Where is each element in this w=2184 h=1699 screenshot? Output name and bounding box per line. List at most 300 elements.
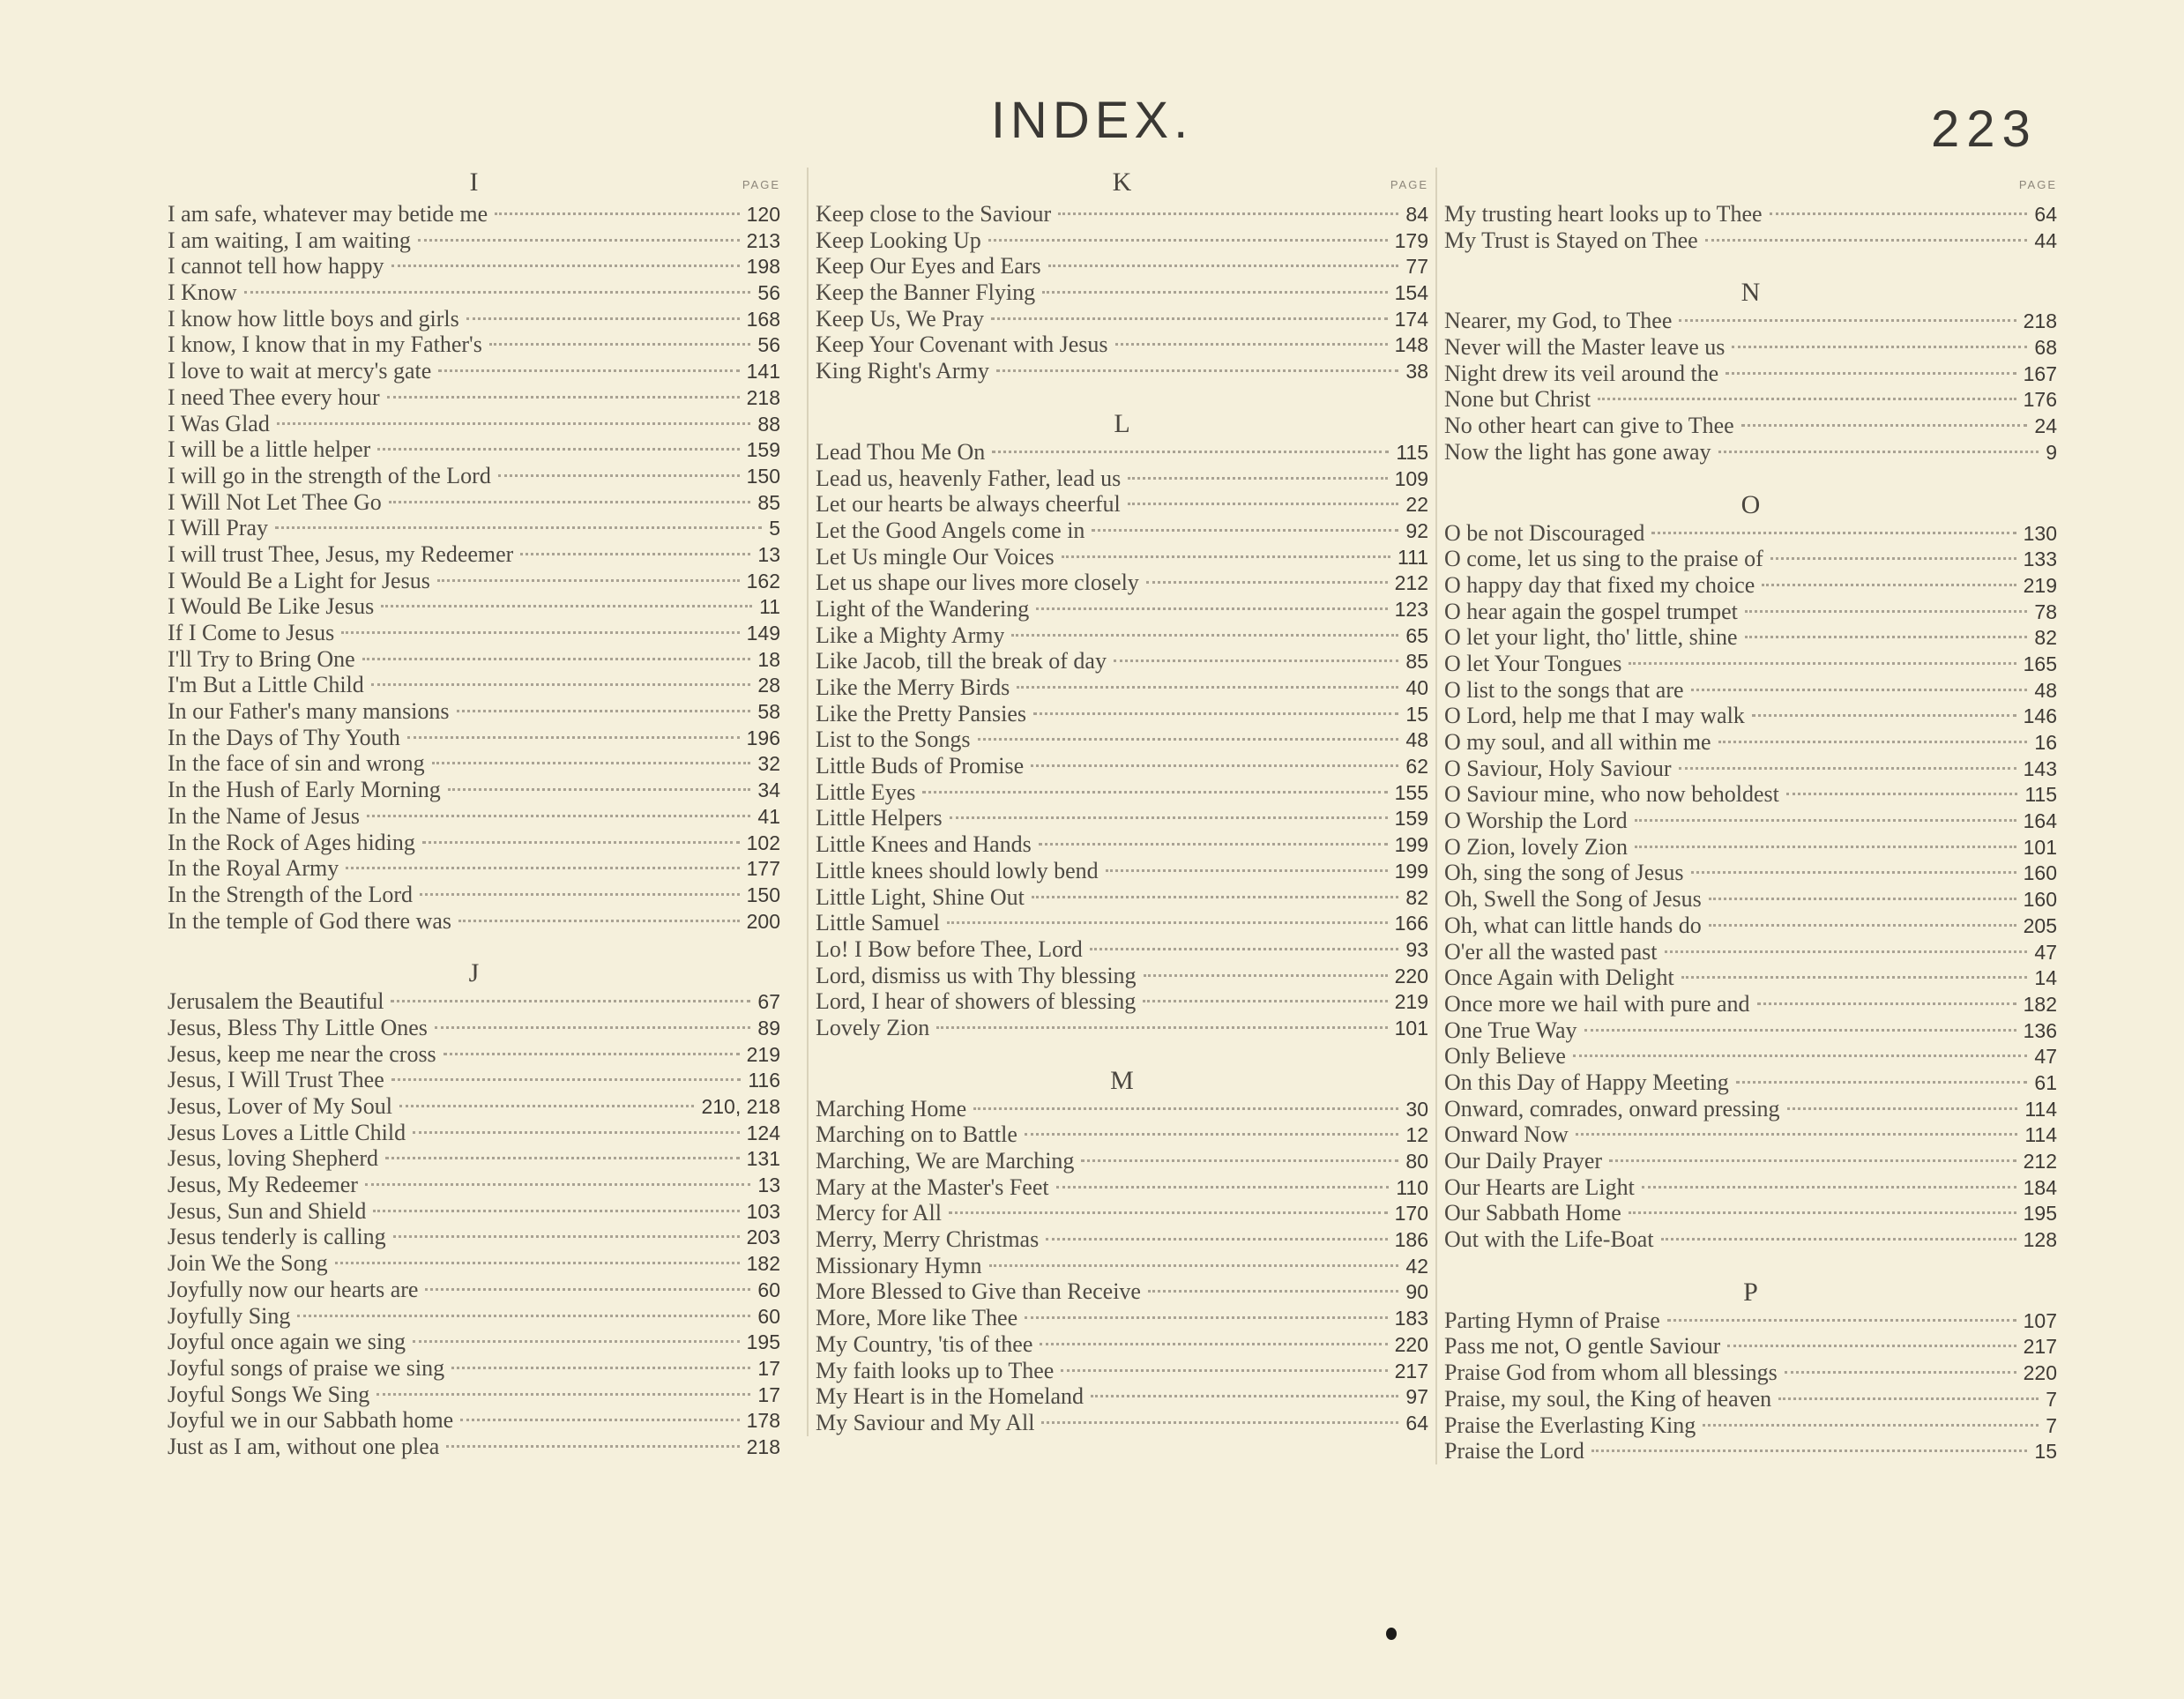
entry-title: Marching, We are Marching	[816, 1148, 1075, 1174]
index-entry	[1444, 386, 2057, 413]
index-entry	[816, 910, 1428, 936]
index-entry	[816, 1331, 1428, 1358]
entry-title: Keep the Banner Flying	[816, 279, 1036, 306]
index-entry	[816, 674, 1428, 701]
dot-leader	[277, 422, 751, 425]
dot-leader	[420, 893, 740, 896]
entry-title: Little Helpers	[816, 805, 943, 831]
dot-leader	[1090, 948, 1399, 950]
dot-leader	[1635, 819, 2016, 822]
dot-leader	[922, 791, 1387, 794]
entry-page-number: 219	[1394, 990, 1428, 1014]
index-entry	[168, 803, 780, 830]
entry-title: Parting Hymn of Praise	[1444, 1307, 1660, 1333]
index-entry	[816, 1358, 1428, 1384]
entry-title: Only Believe	[1444, 1043, 1566, 1069]
index-entry	[1444, 624, 2057, 651]
entry-page-number: 159	[746, 438, 780, 462]
entry-title: I will be a little helper	[168, 436, 371, 463]
entry-title: Little Light, Shine Out	[816, 883, 1025, 910]
entry-page-number: 11	[759, 595, 780, 619]
entry-title: On this Day of Happy Meeting	[1444, 1069, 1729, 1095]
entry-title: In the Hush of Early Morning	[168, 777, 441, 803]
entry-page-number: 178	[746, 1409, 780, 1433]
entry-title: Keep Our Eyes and Ears	[816, 253, 1041, 279]
entry-page-number: 217	[1394, 1359, 1428, 1382]
dot-leader	[1031, 764, 1398, 767]
index-entry	[816, 753, 1428, 779]
dot-leader	[1609, 1159, 2016, 1162]
entry-page-number: 133	[2023, 548, 2057, 571]
index-entry	[1444, 703, 2057, 729]
entry-page-number: 65	[1405, 623, 1428, 647]
dot-leader	[425, 1288, 750, 1291]
entry-title: Like the Pretty Pansies	[816, 700, 1027, 727]
section-letter: O	[1740, 489, 1761, 519]
entry-title: Oh, what can little hands do	[1444, 912, 1702, 938]
entry-page-number: 165	[2023, 652, 2057, 675]
index-entry	[816, 988, 1428, 1015]
index-entry	[816, 1253, 1428, 1279]
index-entry	[816, 518, 1428, 544]
entry-title: Praise the Everlasting King	[1444, 1412, 1696, 1438]
entry-page-number: 97	[1405, 1385, 1428, 1409]
index-entry	[168, 358, 780, 384]
dot-leader	[1591, 1449, 2028, 1452]
dot-leader	[367, 815, 750, 817]
dot-leader	[1736, 1081, 2028, 1084]
dot-leader	[1629, 1211, 2016, 1214]
entry-page-number: 167	[2023, 361, 2057, 385]
entry-title: My Country, 'tis of thee	[816, 1330, 1033, 1357]
section-letter: M	[1110, 1065, 1134, 1095]
entry-title: If I Come to Jesus	[168, 620, 335, 645]
entry-title: I need Thee every hour	[168, 384, 380, 410]
entry-title: In the Royal Army	[168, 855, 339, 882]
index-entry	[1444, 886, 2057, 913]
dot-leader	[1025, 1133, 1399, 1136]
entry-page-number: 219	[746, 1042, 780, 1066]
page-number: 223	[1931, 101, 2038, 158]
index-section	[1444, 278, 2057, 465]
index-entry	[816, 1278, 1428, 1305]
index-entry	[816, 1121, 1428, 1148]
entry-page-number: 56	[757, 333, 780, 357]
entry-title: I love to wait at mercy's gate	[168, 358, 432, 384]
entry-title: Jesus, My Redeemer	[168, 1172, 358, 1198]
dot-leader	[391, 1078, 742, 1081]
page-title: INDEX.	[990, 92, 1194, 149]
dot-leader	[1661, 1238, 2016, 1241]
dot-leader	[992, 451, 1389, 453]
entry-title: Little knees should lowly bend	[816, 857, 1099, 883]
dot-leader	[466, 317, 740, 320]
dot-leader	[495, 212, 740, 215]
index-entry	[1444, 913, 2057, 939]
index-entry	[168, 725, 780, 751]
index-entry	[816, 622, 1428, 649]
index-entry	[816, 1015, 1428, 1041]
entry-title: Keep close to the Saviour	[816, 201, 1052, 227]
index-entry	[168, 855, 780, 882]
index-section	[816, 201, 1428, 384]
index-entry	[168, 1250, 780, 1277]
dot-leader	[1056, 1186, 1390, 1189]
entry-title: I'll Try to Bring One	[168, 645, 355, 672]
dot-leader	[1061, 1369, 1387, 1372]
entry-page-number: 213	[746, 228, 780, 252]
index-entry	[168, 1145, 780, 1172]
entry-page-number: 199	[1394, 859, 1428, 883]
entry-page-number: 150	[746, 464, 780, 488]
entry-title: O Worship the Lord	[1444, 808, 1628, 834]
entry-page-number: 92	[1405, 518, 1428, 542]
entry-page-number: 210, 218	[701, 1095, 780, 1118]
index-entry	[168, 384, 780, 411]
entry-title: I'm But a Little Child	[168, 672, 364, 698]
entry-title: Little Eyes	[816, 779, 916, 805]
entry-title: Join We the Song	[168, 1250, 328, 1277]
entry-page-number: 141	[746, 360, 780, 384]
dot-leader	[1778, 1397, 2039, 1400]
entry-title: Let Us mingle Our Voices	[816, 543, 1055, 570]
index-entry	[816, 884, 1428, 911]
dot-leader	[1128, 477, 1387, 480]
index-entry	[1444, 1148, 2057, 1174]
dot-leader	[458, 920, 740, 922]
dot-leader	[1681, 976, 2028, 979]
entry-page-number: 28	[757, 674, 780, 697]
index-entry	[816, 858, 1428, 884]
entry-title: Let the Good Angels come in	[816, 517, 1085, 543]
entry-page-number: 89	[757, 1016, 780, 1040]
dot-leader	[1011, 634, 1398, 637]
dot-leader	[988, 239, 1388, 242]
dot-leader	[1703, 1424, 2039, 1427]
entry-title: Our Daily Prayer	[1444, 1148, 1603, 1174]
index-entry	[816, 253, 1428, 279]
entry-page-number: 195	[2023, 1202, 2057, 1226]
index-entry	[816, 936, 1428, 963]
index-entry	[1444, 361, 2057, 387]
index-section	[1444, 1278, 2057, 1464]
dot-leader	[432, 762, 751, 764]
dot-leader	[1709, 898, 2016, 900]
entry-title: Jesus, I Will Trust Thee	[168, 1067, 384, 1093]
section-gap	[1444, 466, 2057, 490]
entry-title: My Saviour and My All	[816, 1409, 1035, 1435]
entry-page-number: 84	[1405, 203, 1428, 226]
index-entry	[816, 1148, 1428, 1174]
entry-title: Missionary Hymn	[816, 1252, 982, 1278]
index-entry	[1444, 781, 2057, 808]
entry-page-number: 85	[757, 490, 780, 514]
entry-page-number: 62	[1405, 755, 1428, 779]
entry-page-number: 17	[757, 1382, 780, 1406]
entry-title: I will go in the strength of the Lord	[168, 462, 491, 488]
section-letter: L	[1114, 408, 1130, 438]
index-entry	[168, 515, 780, 541]
entry-page-number: 41	[757, 804, 780, 828]
dot-leader	[418, 239, 740, 242]
entry-title: List to the Songs	[816, 727, 971, 753]
index-entry	[1444, 1438, 2057, 1464]
section-gap	[1444, 1253, 2057, 1278]
entry-title: Joyful once again we sing	[168, 1329, 406, 1355]
dot-leader	[393, 1235, 740, 1238]
dot-leader	[438, 369, 739, 372]
entry-title: Praise, my soul, the King of heaven	[1444, 1385, 1772, 1412]
index-entry	[1444, 651, 2057, 677]
entry-page-number: 85	[1405, 650, 1428, 674]
entry-page-number: 47	[2034, 1045, 2057, 1069]
dot-leader	[1757, 1002, 2016, 1005]
section-gap	[816, 384, 1428, 409]
entry-page-number: 220	[1394, 1332, 1428, 1356]
entry-page-number: 205	[2023, 913, 2057, 937]
index-entry	[816, 439, 1428, 466]
dot-leader	[1146, 581, 1388, 584]
dot-leader	[1114, 659, 1398, 662]
entry-page-number: 47	[2034, 940, 2057, 964]
dot-leader	[1718, 451, 2039, 453]
entry-page-number: 15	[2034, 1440, 2057, 1464]
section-letter: P	[1743, 1277, 1758, 1307]
entry-title: Jesus, Lover of My Soul	[168, 1093, 392, 1119]
index-entry	[1444, 520, 2057, 547]
entry-title: Lord, dismiss us with Thy blessing	[816, 962, 1137, 988]
entry-page-number: 164	[2023, 809, 2057, 833]
entry-page-number: 90	[1405, 1280, 1428, 1304]
entry-title: Joyful we in our Sabbath home	[168, 1407, 454, 1434]
dot-leader	[451, 1367, 750, 1369]
index-entry	[1444, 201, 2057, 227]
entry-title: O happy day that fixed my choice	[1444, 571, 1755, 598]
index-entry	[816, 544, 1428, 570]
dot-leader	[1752, 714, 2016, 717]
dot-leader	[1033, 712, 1398, 715]
dot-leader	[1144, 974, 1388, 977]
index-entry	[168, 306, 780, 332]
entry-page-number: 111	[1398, 545, 1428, 569]
dot-leader	[973, 1107, 1398, 1110]
index-entry	[816, 279, 1428, 306]
entry-page-number: 80	[1405, 1150, 1428, 1173]
index-entry	[1444, 1096, 2057, 1122]
entry-page-number: 155	[1394, 780, 1428, 804]
entry-page-number: 162	[746, 569, 780, 592]
entry-page-number: 7	[2046, 1413, 2057, 1437]
index-entry	[816, 466, 1428, 492]
entry-page-number: 148	[1394, 333, 1428, 357]
entry-title: Little Buds of Promise	[816, 753, 1025, 779]
dot-leader	[978, 738, 1399, 741]
dot-leader	[389, 501, 751, 503]
dot-leader	[341, 631, 739, 634]
index-entry	[816, 831, 1428, 858]
index-entry	[1444, 1121, 2057, 1148]
entry-page-number: 77	[1405, 255, 1428, 279]
dot-leader	[446, 1445, 739, 1448]
entry-page-number: 150	[746, 883, 780, 906]
dot-leader	[1709, 924, 2016, 927]
index-entry	[1444, 572, 2057, 599]
dot-leader	[1573, 1054, 2027, 1057]
index-entry	[1444, 334, 2057, 361]
entry-title: Jesus tenderly is calling	[168, 1224, 386, 1250]
dot-leader	[1718, 741, 2028, 743]
entry-title: I am waiting, I am waiting	[168, 227, 411, 253]
entry-page-number: 110	[1396, 1175, 1428, 1199]
entry-page-number: 160	[2023, 888, 2057, 912]
dot-leader	[381, 605, 752, 607]
entry-page-number: 56	[757, 281, 780, 305]
entry-page-number: 149	[746, 622, 780, 645]
dot-leader	[373, 1210, 739, 1212]
entry-page-number: 131	[746, 1147, 780, 1171]
index-entry	[816, 227, 1428, 254]
entry-page-number: 146	[2023, 704, 2057, 728]
index-section	[168, 958, 780, 1459]
section-gap	[816, 1041, 1428, 1066]
entry-title: Light of the Wandering	[816, 595, 1030, 622]
entry-page-number: 32	[757, 752, 780, 776]
dot-leader	[1762, 584, 2016, 586]
index-entry	[1444, 939, 2057, 965]
index-entry	[1444, 729, 2057, 756]
section-gap	[168, 934, 780, 958]
index-entry	[168, 568, 780, 594]
index-entry	[168, 227, 780, 254]
entry-page-number: 196	[746, 726, 780, 749]
entry-page-number: 60	[757, 1278, 780, 1301]
entry-title: I am safe, whatever may betide me	[168, 201, 488, 227]
entry-title: Lo! I Bow before Thee, Lord	[816, 935, 1083, 962]
entry-page-number: 218	[2023, 309, 2057, 333]
entry-page-number: 195	[746, 1330, 780, 1354]
dot-leader	[1785, 1371, 2016, 1374]
entry-page-number: 93	[1405, 937, 1428, 961]
entry-page-number: 9	[2046, 440, 2057, 464]
index-entry	[816, 779, 1428, 806]
dot-leader	[399, 1105, 695, 1107]
entry-title: Lord, I hear of showers of blessing	[816, 988, 1137, 1015]
entry-page-number: 123	[1394, 597, 1428, 621]
index-entry	[168, 253, 780, 279]
entry-title: I Was Glad	[168, 410, 270, 436]
entry-title: O Saviour, Holy Saviour	[1444, 755, 1672, 781]
dot-leader	[365, 1183, 751, 1186]
index-entry	[168, 541, 780, 568]
dot-leader	[1042, 291, 1388, 294]
dot-leader	[413, 1340, 740, 1343]
entry-page-number: 170	[1394, 1202, 1428, 1226]
entry-title: Now the light has gone away	[1444, 438, 1711, 465]
entry-page-number: 34	[757, 779, 780, 802]
dot-leader	[1036, 607, 1387, 610]
index-entry	[1444, 1043, 2057, 1069]
dot-leader	[1598, 398, 2016, 400]
index-entry	[816, 306, 1428, 332]
index-entry	[168, 908, 780, 935]
dot-leader	[1727, 1345, 2016, 1347]
entry-page-number: 154	[1394, 281, 1428, 305]
dot-leader	[391, 1000, 750, 1002]
entry-page-number: 198	[746, 255, 780, 279]
dot-leader	[1115, 343, 1388, 346]
entry-title: Out with the Life-Boat	[1444, 1226, 1654, 1253]
dot-leader	[1691, 871, 2016, 874]
column-header	[168, 168, 780, 201]
entry-page-number: 220	[1394, 964, 1428, 987]
entry-page-number: 7	[2046, 1387, 2057, 1411]
entry-title: Onward, comrades, onward pressing	[1444, 1095, 1780, 1121]
entry-page-number: 17	[757, 1356, 780, 1380]
index-entry	[816, 1226, 1428, 1253]
entry-title: King Right's Army	[816, 358, 989, 384]
entry-title: Little Samuel	[816, 910, 940, 936]
index-entry	[168, 1015, 780, 1041]
dot-leader	[1770, 557, 2016, 560]
dot-leader	[1745, 636, 2028, 638]
index-entry	[168, 1407, 780, 1434]
entry-title: In the temple of God there was	[168, 907, 452, 934]
index-entry	[816, 1410, 1428, 1436]
dot-leader	[1058, 212, 1398, 215]
index-entry	[816, 1174, 1428, 1201]
dot-leader	[1745, 610, 2028, 613]
entry-page-number: 128	[2023, 1228, 2057, 1252]
entry-title: Like a Mighty Army	[816, 622, 1005, 648]
dot-leader	[387, 396, 740, 399]
index-entry	[1444, 546, 2057, 572]
dot-leader	[413, 1131, 740, 1134]
entry-title: My Heart is in the Homeland	[816, 1383, 1084, 1410]
index-entry	[1444, 1308, 2057, 1334]
dot-leader	[936, 1026, 1387, 1029]
index-entry	[816, 963, 1428, 989]
dot-leader	[1584, 1029, 2016, 1032]
index-entry	[1444, 599, 2057, 625]
entry-page-number: 159	[1394, 807, 1428, 831]
dot-leader	[385, 1157, 740, 1159]
entry-page-number: 13	[757, 1174, 780, 1197]
entry-title: Pass me not, O gentle Saviour	[1444, 1333, 1721, 1360]
index-entry	[168, 1329, 780, 1355]
entry-page-number: 101	[1394, 1016, 1428, 1040]
index-entry	[168, 698, 780, 725]
entry-title: Nearer, my God, to Thee	[1444, 308, 1673, 334]
entry-page-number: 14	[2034, 966, 2057, 990]
entry-page-number: 13	[757, 542, 780, 566]
dot-leader	[1642, 1186, 2016, 1189]
index-entry	[816, 596, 1428, 622]
index-section	[168, 201, 780, 934]
entry-title: I Would Be a Light for Jesus	[168, 567, 430, 593]
entry-page-number: 219	[2023, 573, 2057, 597]
entry-title: Jesus, Bless Thy Little Ones	[168, 1014, 428, 1040]
index-entry	[1444, 413, 2057, 439]
entry-page-number: 30	[1405, 1097, 1428, 1121]
index-entry	[168, 1041, 780, 1068]
entry-title: Marching Home	[816, 1095, 967, 1121]
section-letter: N	[1740, 278, 1761, 308]
dot-leader	[1046, 1238, 1387, 1241]
index-entry	[1444, 439, 2057, 466]
index-entry	[168, 1198, 780, 1225]
entry-title: One True Way	[1444, 1017, 1577, 1043]
dot-leader	[1635, 846, 2016, 848]
